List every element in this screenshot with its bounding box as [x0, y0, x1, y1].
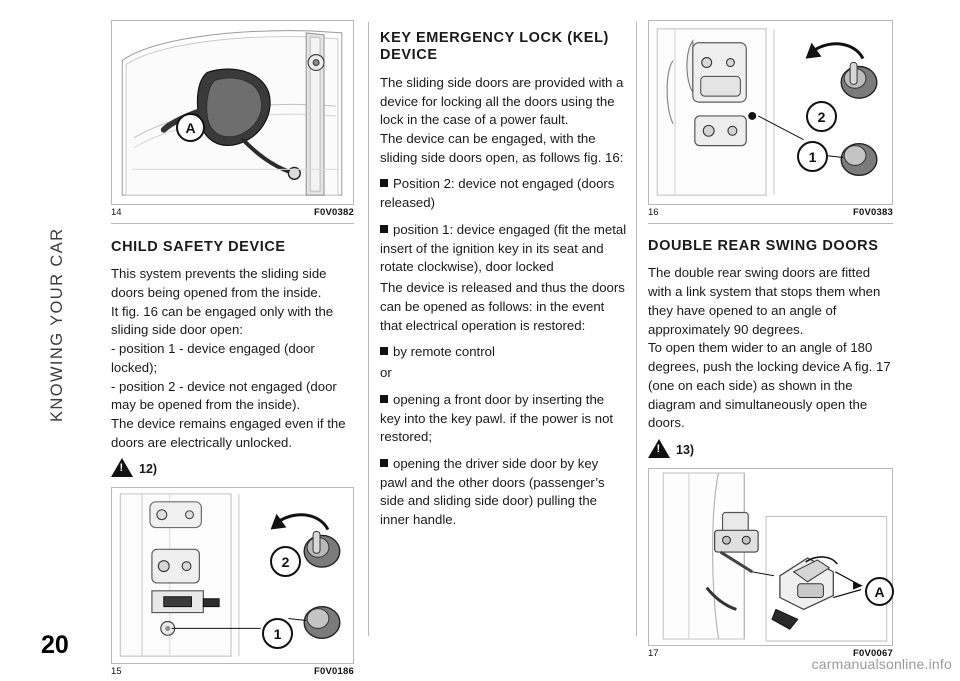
kel-para-2: The device can be engaged, with the sliding side doors open, as follows fig. 16:	[380, 130, 624, 165]
figure-17	[648, 468, 893, 646]
square-bullet-icon	[380, 179, 388, 187]
figure-14-caption	[111, 207, 354, 222]
figure-15-callout-2: 2	[270, 546, 301, 577]
kel-bullet-5: opening the driver side door by key pawl and the other doors (passenger’s side and sliding side door) pulling the inner handle.	[380, 456, 605, 528]
square-bullet-icon	[380, 347, 388, 355]
child-safety-para-4: - position 2 - device not engaged (door may be opened from the inside).	[111, 378, 337, 413]
square-bullet-icon	[380, 225, 388, 233]
warning-triangle-icon	[111, 458, 133, 477]
kel-bullet-2: position 1: device engaged (fit the metal insert of the ignition key in its seat and rotate clockwise), door locked	[380, 221, 627, 275]
double-rear-heading: DOUBLE REAR SWING DOORS	[648, 238, 879, 254]
figure-17-code: F0V0067	[853, 648, 893, 659]
figure-16	[648, 20, 893, 205]
figure-15-callout-1: 1	[262, 618, 293, 649]
figure-16-rule	[648, 223, 893, 224]
child-safety-para-5: The device remains engaged even if the doors are electrically unlocked.	[111, 416, 346, 450]
figure-15-caption	[111, 666, 354, 681]
column-2	[380, 30, 627, 532]
double-rear-warning-ref: 13)	[676, 443, 695, 457]
column-1	[111, 20, 354, 681]
figure-16-callout-2: 2	[806, 101, 837, 132]
warning-triangle-icon	[648, 439, 670, 458]
child-safety-para-1: This system prevents the sliding side doors being opened from the inside.	[111, 266, 327, 300]
figure-14-rule	[111, 223, 354, 224]
square-bullet-icon	[380, 395, 388, 403]
figure-15-number: 15	[111, 666, 122, 678]
kel-bullet-4: opening a front door by inserting the key into the key pawl. if the power is not restored;	[380, 391, 614, 445]
figure-14	[111, 20, 354, 205]
figure-14-callout-A: A	[176, 113, 205, 142]
column-divider-2	[636, 22, 637, 636]
figure-15-code: F0V0186	[314, 666, 354, 678]
figure-14-code: F0V0382	[314, 207, 354, 218]
kel-bullet-3: by remote control	[380, 343, 627, 362]
child-safety-para-2: It fig. 16 can be engaged only with the sliding side door open:	[111, 303, 334, 338]
figure-16-callout-1: 1	[797, 141, 828, 172]
watermark: carmanualsonline.info	[811, 656, 952, 672]
child-safety-warning-ref: 12)	[139, 462, 158, 477]
column-divider-1	[368, 22, 369, 636]
figure-16-number: 16	[648, 207, 659, 218]
figure-16-caption	[648, 207, 893, 222]
child-safety-heading: CHILD SAFETY DEVICE	[111, 239, 286, 255]
child-safety-warning	[111, 458, 354, 477]
kel-heading: KEY EMERGENCY LOCK (KEL) DEVICE	[380, 30, 609, 64]
figure-16-code: F0V0383	[853, 207, 893, 218]
double-rear-para-1: The double rear swing doors are fitted with a link system that stops them when they have opened to an angle of approximately 90 degrees.	[648, 265, 881, 337]
child-safety-para-3: - position 1 - device engaged (door locked);	[111, 341, 315, 375]
double-rear-warning	[648, 439, 893, 458]
figure-14-number: 14	[111, 207, 122, 218]
figure-15	[111, 487, 354, 664]
kel-para-1: The sliding side doors are provided with a device for locking all the doors using the lock in the case of a power fault.	[380, 74, 624, 128]
figure-17-callout-A: A	[865, 577, 894, 606]
kel-mid-para: The device is released and thus the doors can be opened as follows: in the event that electrical operation is restored:	[380, 280, 625, 333]
kel-or-text: or	[380, 365, 392, 381]
running-head-label: KNOWING YOUR CAR	[48, 227, 66, 422]
running-head	[26, 22, 66, 442]
page-number: 20	[41, 631, 69, 659]
column-3	[648, 20, 893, 663]
figure-17-number: 17	[648, 648, 659, 659]
double-rear-para-2: To open them wider to an angle of 180 degrees, push the locking device A fig. 17 (one on each side) as shown in the diagram and simultaneously open the doors.	[648, 340, 891, 431]
square-bullet-icon	[380, 459, 388, 467]
kel-bullet-1: Position 2: device not engaged (doors released)	[380, 176, 615, 211]
